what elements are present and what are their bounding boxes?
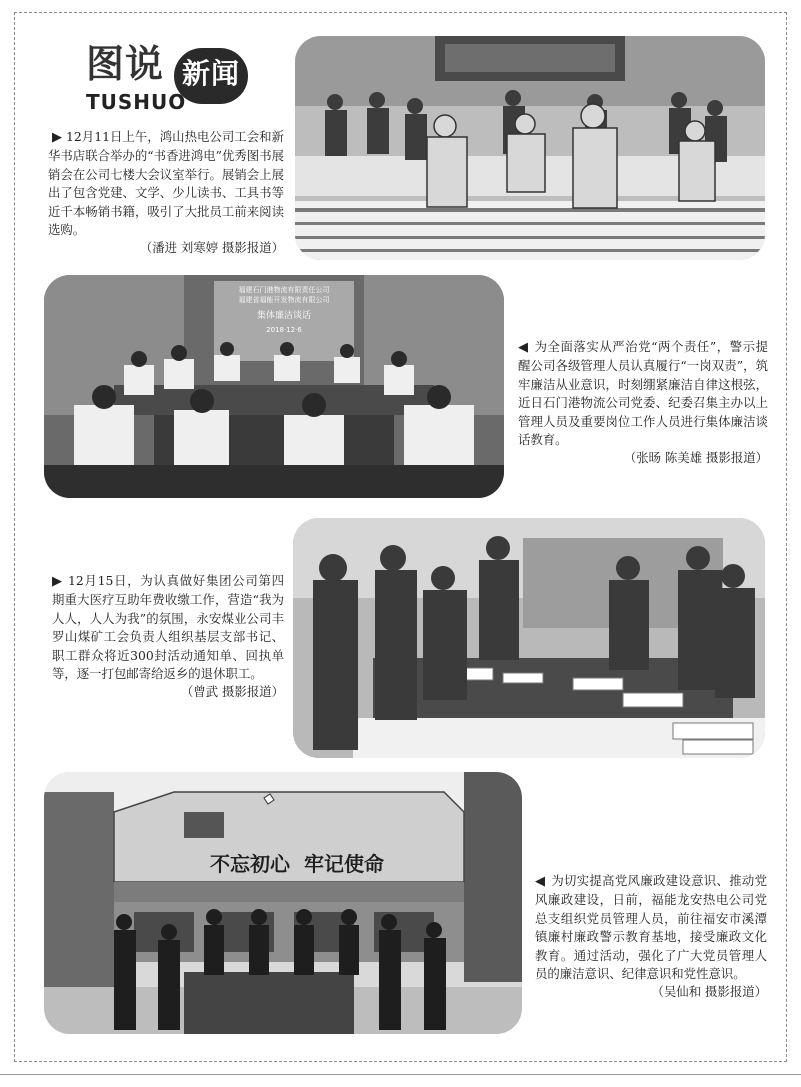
play-right-icon: ▶ — [52, 574, 62, 589]
story-1-caption — [48, 128, 284, 258]
masthead-title-part2: 新闻 — [182, 57, 241, 90]
photo-packing-letters — [293, 518, 765, 758]
photo-meeting — [44, 275, 504, 498]
story-4-caption — [535, 872, 767, 1002]
story-3-credit: （曾武 摄影报道） — [180, 684, 284, 700]
masthead-logo — [78, 40, 258, 120]
masthead-title-part1: 图说 — [86, 42, 165, 86]
photo-education-base-image — [44, 772, 522, 1034]
photo-packing-letters-image — [293, 518, 765, 758]
photo-book-fair-image — [295, 36, 765, 260]
story-2-caption — [518, 338, 768, 468]
photo-meeting-screen-text — [214, 285, 354, 335]
story-1-credit: （潘进 刘寒婷 摄影报道） — [139, 240, 284, 256]
screen-line-3: 集体廉洁谈话 — [256, 311, 311, 321]
story-1-text: 12月11日上午，鸿山热电公司工会和新华书店联合举办的“书香进鸿电”优秀图书展销会在公司七楼大会议室举行。展销会上展出了包含党建、文学、少儿读书、工具书等近千本畅销书籍，吸引了大批员工前来阅读选购。 — [48, 129, 284, 238]
screen-line-2: 福建省福能开发物流有限公司 — [238, 296, 330, 304]
story-4-credit: （吴仙和 摄影报道） — [651, 984, 767, 1000]
story-3-text: 12月15日，为认真做好集团公司第四期重大医疗互助年费收缴工作，营造“我为人人，人人为我”的氛围，永安煤业公司丰罗山煤矿工会负责人组织基层支部书记、职工群众将近300封活动通知单、回执单等，逐一打包邮寄给返乡的退休职工。 — [52, 573, 284, 682]
screen-line-1: 福建石门港物流有限责任公司 — [238, 286, 330, 294]
screen-line-4: 2018·12·6 — [266, 326, 302, 334]
story-2-text: 为全面落实从严治党“两个责任”，警示提醒公司各级管理人员认真履行“一岗双责”，筑牢廉洁从业意识，时刻绷紧廉洁自律这根弦，近日石门港物流公司党委、纪委召集主办以上管理人员及重要岗位工作人员进行集体廉洁谈话教育。 — [518, 339, 768, 448]
story-2-credit: （张旸 陈美雄 摄影报道） — [623, 450, 768, 466]
story-4-text: 为切实提高党风廉政建设意识、推动党风廉政建设，日前，福能龙安热电公司党总支组织党员管理人员，前往福安市溪潭镇廉村廉政警示教育基地，接受廉政文化教育。通过活动，强化了广大党员管理人员的廉洁意识、纪律意识和党性意识。 — [535, 873, 767, 982]
photo-education-base — [44, 772, 522, 1034]
play-right-icon: ▶ — [52, 130, 62, 145]
photo-education-base-sign: 不忘初心 牢记使命 — [210, 852, 384, 876]
photo-book-fair — [295, 36, 765, 260]
masthead-pinyin: TUSHUO — [86, 90, 187, 114]
bottom-rule — [0, 1074, 801, 1075]
story-3-caption — [52, 572, 284, 702]
play-left-icon: ◀ — [518, 340, 528, 355]
play-left-icon: ◀ — [535, 874, 545, 889]
